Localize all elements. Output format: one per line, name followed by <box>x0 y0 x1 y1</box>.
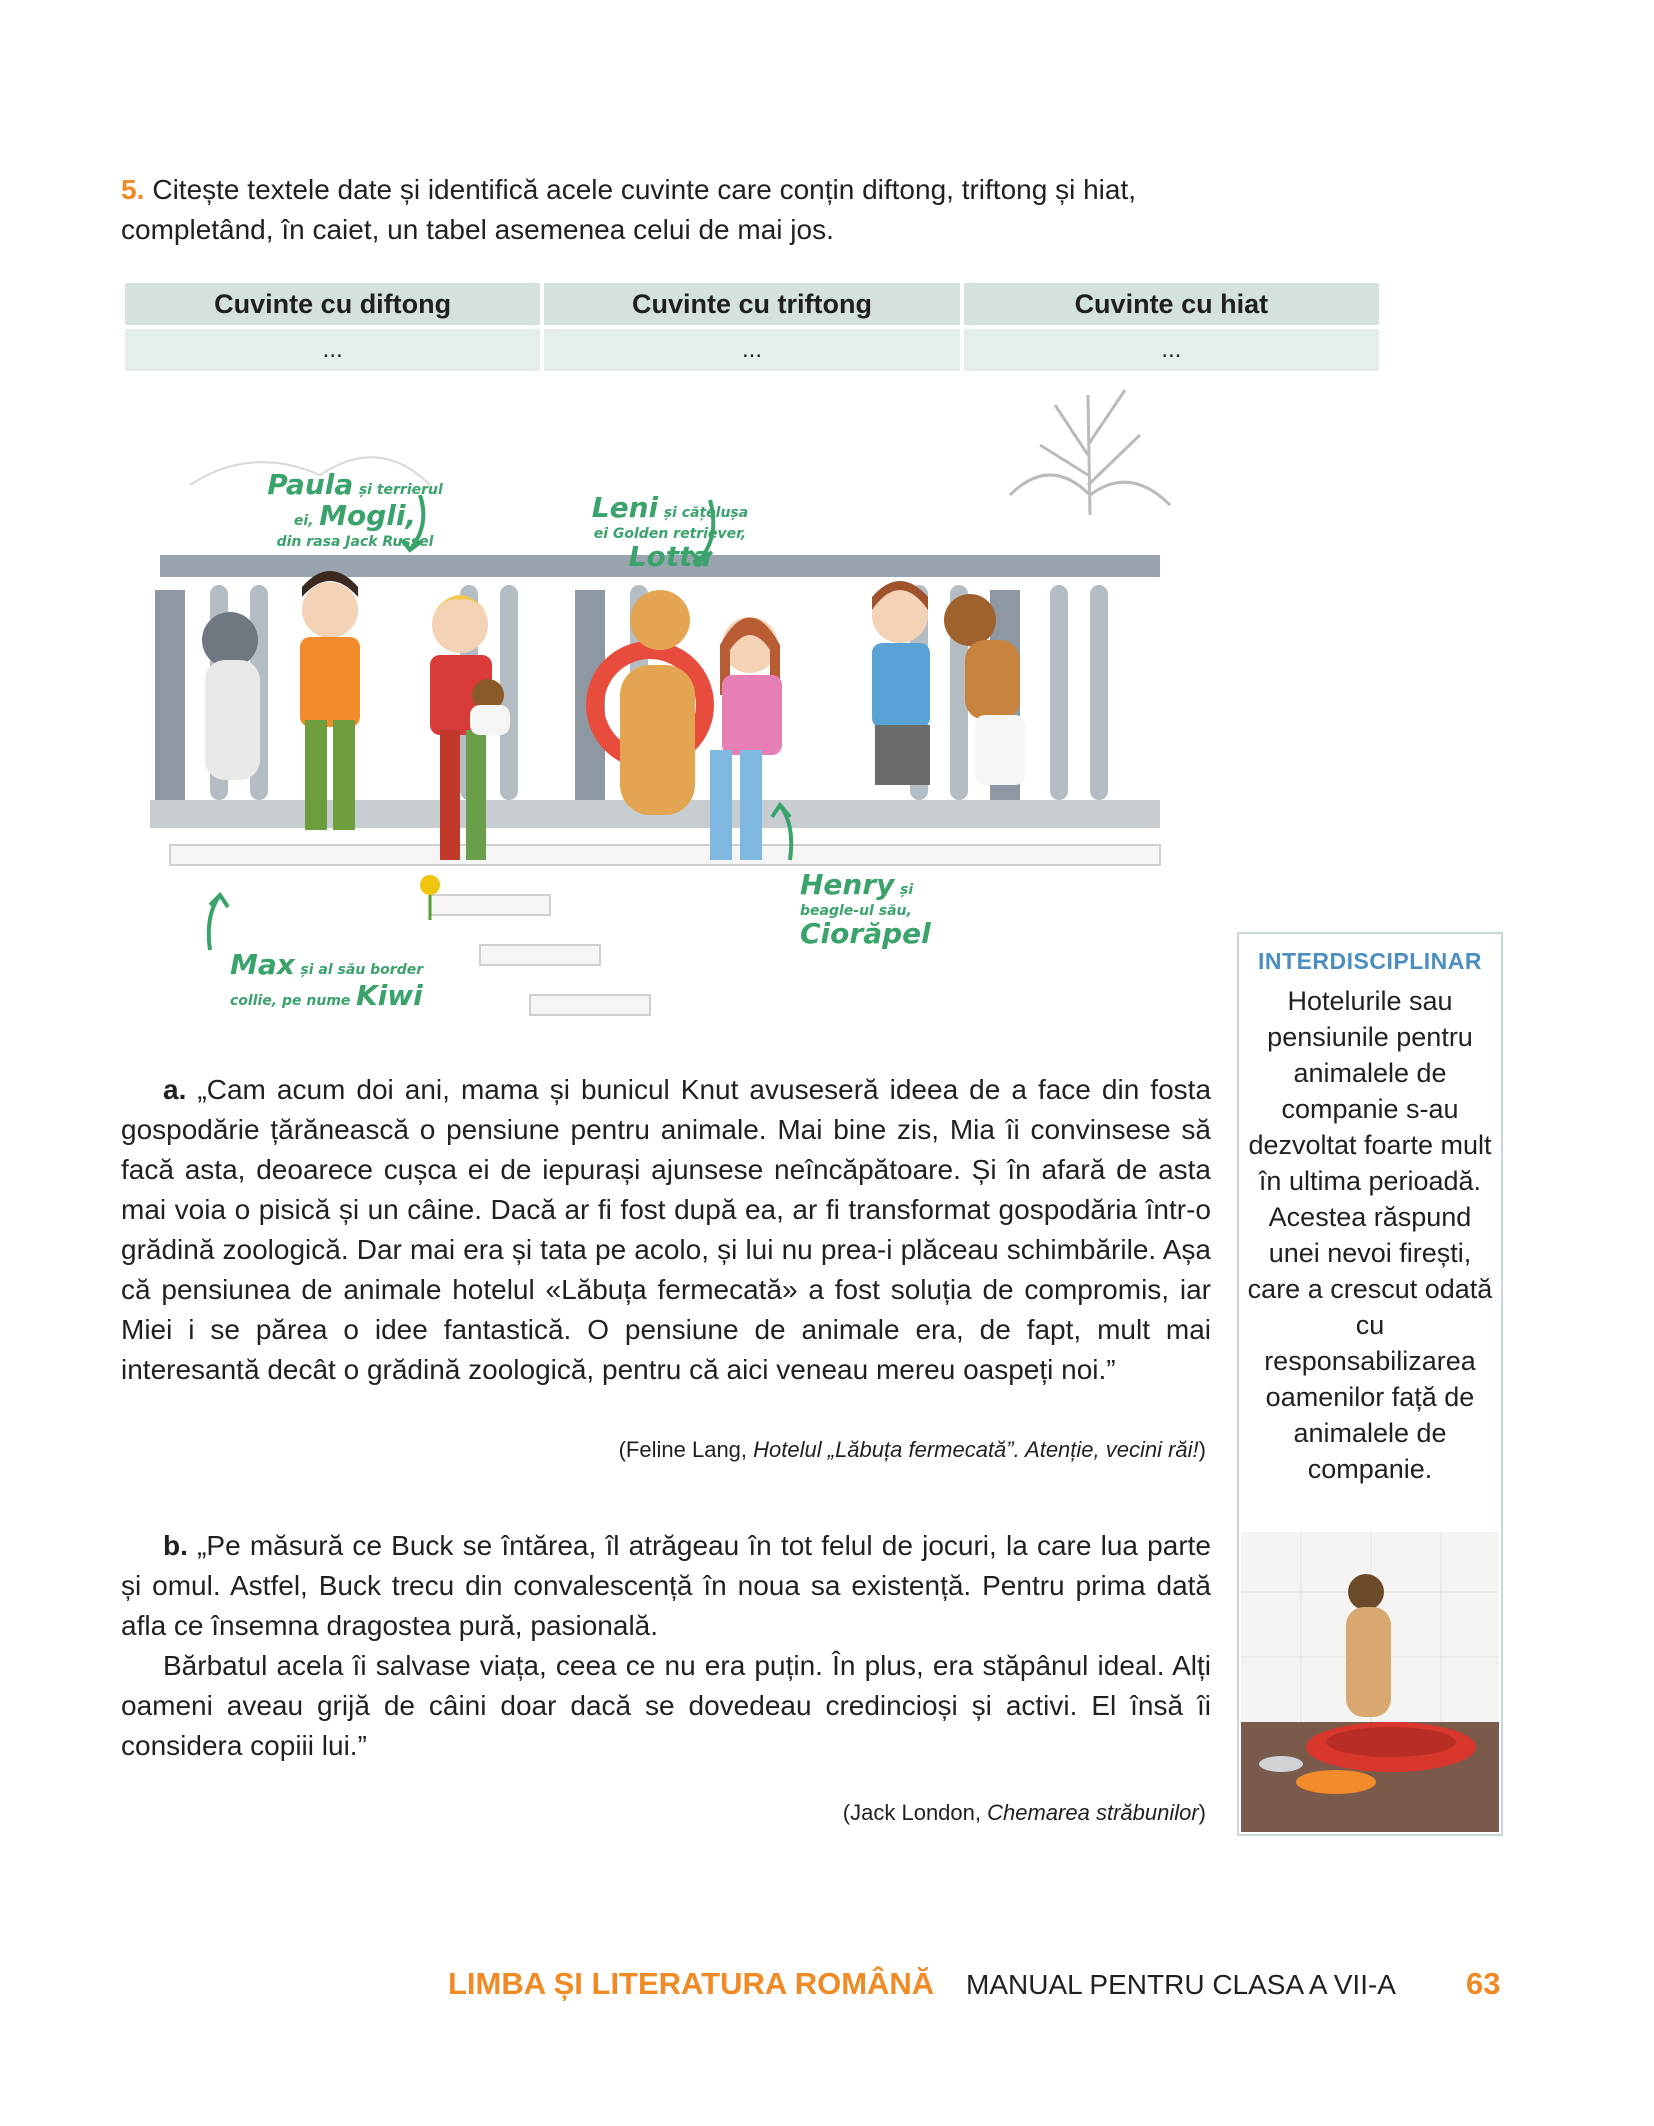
caption-mogli-name: Mogli, <box>319 498 417 532</box>
dog-hotel-photo <box>1241 1532 1499 1832</box>
answer-table <box>121 283 1383 371</box>
caption-leni-line: și cățelușa <box>663 505 749 521</box>
text-excerpt-a <box>121 1070 1211 1390</box>
footer-subject: LIMBA ȘI LITERATURA ROMÂNĂ <box>448 1966 935 2001</box>
page-footer <box>0 1966 1654 2006</box>
text-excerpt-b <box>121 1526 1211 1766</box>
table-cell: ... <box>125 325 540 371</box>
table-cell: ... <box>544 325 959 371</box>
caption-henry-name: Henry <box>800 868 895 901</box>
source-close: ) <box>1198 1800 1206 1825</box>
caption-leni-name: Leni <box>591 491 659 524</box>
table-cell: ... <box>964 325 1379 371</box>
interdisciplinary-sidebar <box>1237 932 1503 1836</box>
caption-paula-line: din rasa Jack Russel <box>276 533 434 550</box>
excerpt-b-paragraph: Bărbatul acela îi salvase viața, ceea ce nu era puțin. În plus, era stăpânul ideal. Alți oameni aveau grijă de câini doar dacă se dovedeau credincioși și activi. El însă îi considera copiii lui.” <box>121 1650 1211 1761</box>
source-author: (Feline Lang, <box>618 1437 748 1462</box>
caption-paula-line: și terrierul <box>358 482 443 498</box>
caption-paula <box>255 470 455 550</box>
caption-paula-line: ei, <box>293 512 314 529</box>
page-number: 63 <box>1466 1966 1501 2001</box>
exercise-number: 5. <box>121 174 145 205</box>
caption-max <box>230 950 450 1012</box>
sidebar-text: Hotelurile sau pensiunile pentru animalele de companie s-au dezvoltat foarte mult în ultima perioadă. Acestea răspund unei nevoi firești, care a crescut odată cu responsabilizarea oamenilor față de animalele de companie. <box>1247 986 1493 1484</box>
source-title: Chemarea străbunilor <box>987 1800 1199 1825</box>
caption-lotta-name: Lotta <box>628 540 712 574</box>
caption-henry-line: beagle-ul său, <box>800 902 912 919</box>
caption-paula-name: Paula <box>267 468 354 501</box>
exercise-instruction <box>121 170 1211 250</box>
caption-max-line: collie, pe nume <box>230 992 351 1009</box>
table-header-hiat: Cuvinte cu hiat <box>964 283 1379 325</box>
caption-kiwi-name: Kiwi <box>356 978 423 1012</box>
table-row <box>125 325 1379 371</box>
caption-henry <box>800 870 940 950</box>
caption-leni-line: ei Golden retriever, <box>593 525 747 542</box>
table-header-triftong: Cuvinte cu triftong <box>544 283 959 325</box>
excerpt-b-source <box>843 1798 1206 1828</box>
exercise-text: Citește textele date și identifică acele cuvinte care conțin diftong, triftong și hiat, completând, în caiet, un tabel asemenea celui de mai jos. <box>121 174 1137 245</box>
footer-manual: MANUAL PENTRU CLASA A VII-A <box>966 1969 1396 2000</box>
excerpt-a-body: „Cam acum doi ani, mama și bunicul Knut avuseseră ideea de a face din fosta gospodărie țărănească o pensiune pentru animale. Mai bine zis, Mia îi convinsese să facă asta, deoarece cușca ei de iepurași ajunsese neîncăpătoare. Și în afară de asta mai voia o pisică și un câine. Dacă ar fi fost după ea, ar fi transformat gospodăria într-o grădină zoologică. Dar mai era și tata pe acolo, și lui nu prea-i plăceau schimbările. Așa că pensiunea de animale hotelul «Lăbuța fermecată» a fost soluția de compromis, iar Miei i se părea o idee fantastică. O pensiune de animale era, de fapt, mult mai interesantă decât o grădină zoologică, pentru că aici veneau mereu oaspeți noi.” <box>121 1074 1212 1385</box>
excerpt-b-label: b. <box>163 1530 188 1561</box>
sidebar-tag: INTERDISCIPLINAR <box>1258 948 1482 974</box>
illustration-kids-and-dogs <box>130 375 1180 1040</box>
table-header-row <box>125 283 1379 325</box>
caption-leni <box>570 493 770 573</box>
source-author: (Jack London, <box>842 1800 981 1825</box>
caption-max-name: Max <box>230 948 295 981</box>
source-close: ) <box>1198 1437 1206 1462</box>
caption-max-line: și al său border <box>300 962 424 978</box>
caption-henry-line: și <box>900 882 914 898</box>
excerpt-b-paragraph: „Pe măsură ce Buck se întărea, îl atrăgeau în tot felul de jocuri, la care lua parte și omul. Astfel, Buck trecu din convalescență în noua sa existență. Pentru prima dată afla ce însemna dragostea pură, pasională. <box>121 1530 1211 1641</box>
excerpt-a-source <box>619 1435 1206 1465</box>
table-header-diftong: Cuvinte cu diftong <box>125 283 540 325</box>
source-title: Hotelul „Lăbuța fermecată”. Atenție, vecini răi! <box>753 1437 1199 1462</box>
caption-ciorapel-name: Ciorăpel <box>800 917 931 951</box>
excerpt-a-label: a. <box>163 1074 187 1105</box>
